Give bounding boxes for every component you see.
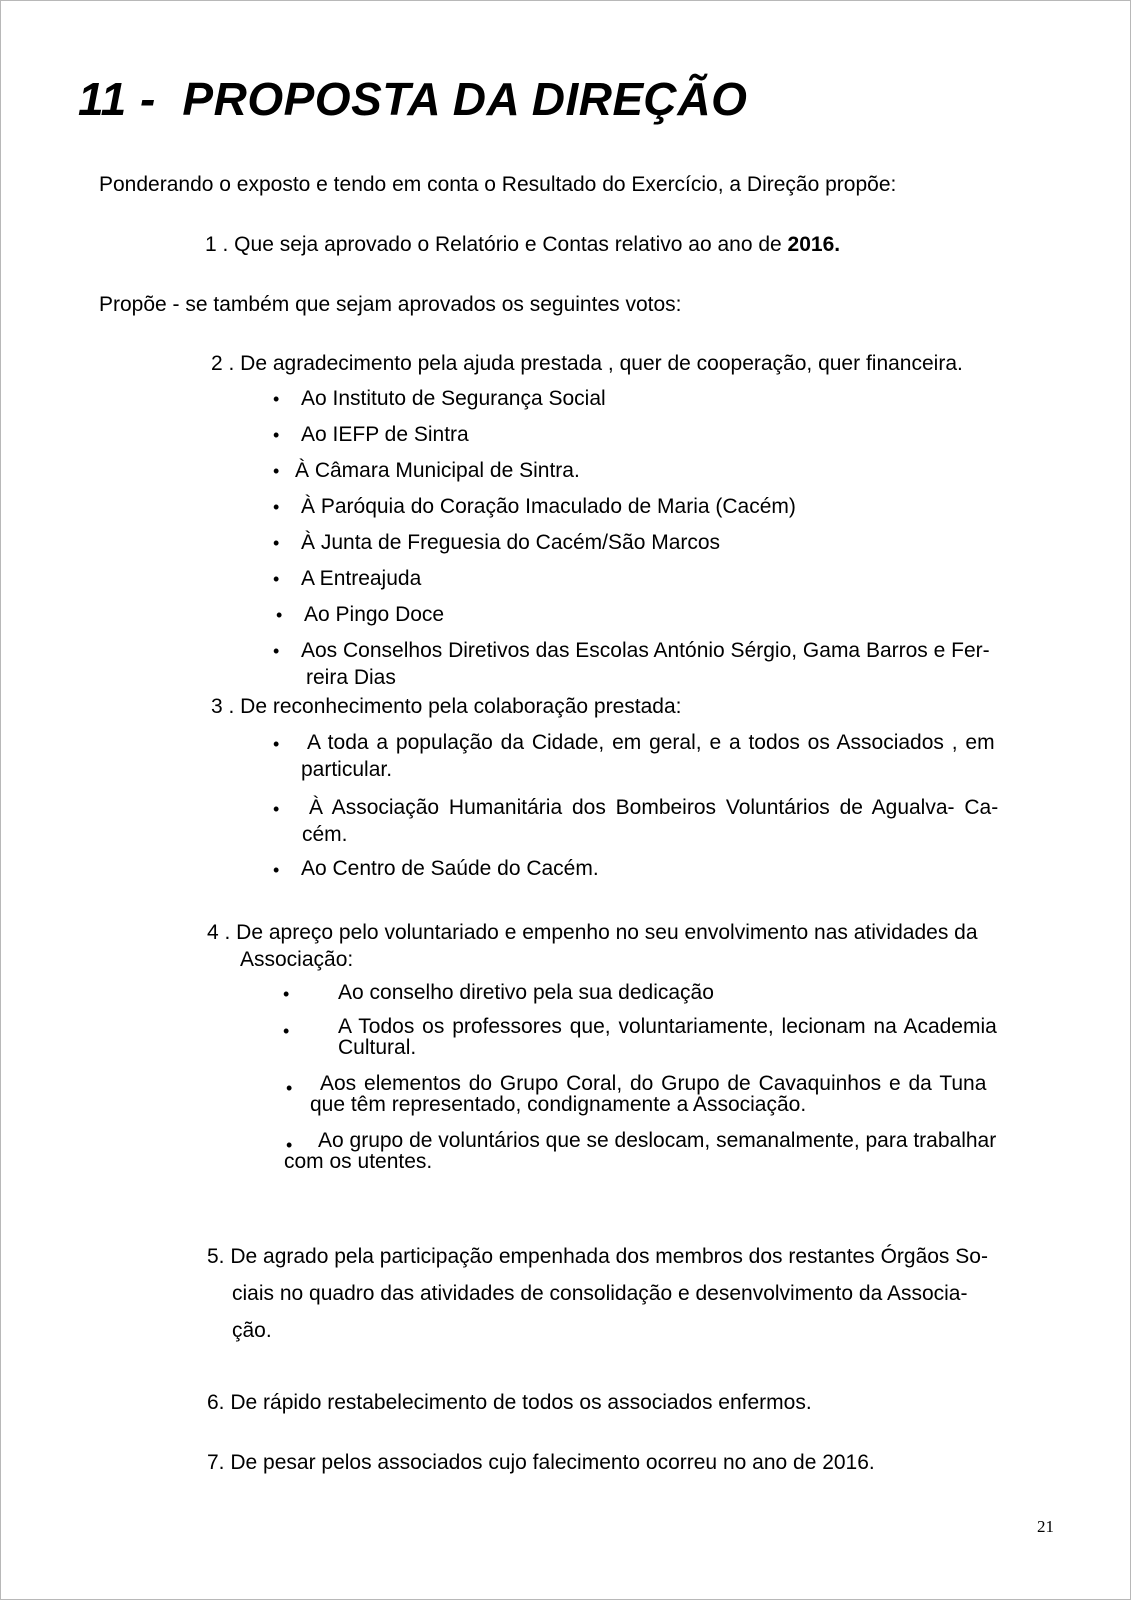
list-item-continuation: que têm representado, condignamente a Associação.	[310, 1093, 807, 1116]
item-5-line-3: ção.	[232, 1319, 272, 1342]
list-item: Ao Instituto de Segurança Social	[301, 387, 606, 410]
item-6: 6. De rápido restabelecimento de todos os associados enfermos.	[207, 1391, 812, 1414]
section-title-text: PROPOSTA DA DIREÇÃO	[182, 73, 748, 125]
list-item-continuation: Cultural.	[338, 1036, 417, 1059]
list-item: Aos Conselhos Diretivos das Escolas António Sérgio, Gama Barros e Fer-	[301, 639, 990, 662]
bullet-icon: •	[283, 1021, 290, 1041]
list-item: À Junta de Freguesia do Cacém/São Marcos	[301, 531, 721, 554]
list-item-continuation: cém.	[302, 823, 348, 846]
bullet-icon: •	[273, 533, 280, 553]
item-1	[205, 232, 840, 257]
votes-intro: Propõe - se também que sejam aprovados os seguintes votos:	[99, 293, 682, 316]
list-item: Ao IEFP de Sintra	[301, 423, 469, 446]
list-item: A Entreajuda	[301, 567, 422, 590]
intro-paragraph: Ponderando o exposto e tendo em conta o Resultado do Exercício, a Direção propõe:	[99, 173, 897, 196]
bullet-icon: •	[273, 734, 280, 754]
list-item: À Paróquia do Coração Imaculado de Maria (Cacém)	[301, 495, 796, 518]
bullet-icon: •	[273, 799, 280, 819]
bullet-icon: •	[273, 497, 280, 517]
list-item: A toda a população da Cidade, em geral, e a todos os Associados , em	[307, 731, 995, 754]
list-item: Aos elementos do Grupo Coral, do Grupo de Cavaquinhos e da Tuna	[320, 1072, 987, 1095]
bullet-icon: •	[273, 389, 280, 409]
list-item: A Todos os professores que, voluntariamente, lecionam na Academia	[338, 1015, 997, 1038]
bullet-icon: •	[283, 984, 290, 1004]
item-4-heading: 4 . De apreço pelo voluntariado e empenho no seu envolvimento nas atividades da	[207, 921, 978, 944]
list-item: Ao grupo de voluntários que se deslocam, semanalmente, para trabalhar	[318, 1129, 997, 1152]
section-number: 11 -	[78, 73, 156, 125]
page-number: 21	[1037, 1517, 1054, 1536]
item-4-heading-continuation: Associação:	[240, 948, 354, 971]
item-7: 7. De pesar pelos associados cujo falecimento ocorreu no ano de 2016.	[207, 1451, 875, 1474]
bullet-icon: •	[273, 641, 280, 661]
section-title	[78, 72, 747, 126]
bullet-icon: •	[276, 605, 283, 625]
item-1-year: 2016.	[787, 233, 841, 256]
list-item: Ao Pingo Doce	[304, 603, 445, 626]
bullet-icon: •	[273, 860, 280, 880]
item-2-heading: 2 . De agradecimento pela ajuda prestada , quer de cooperação, quer financeira.	[211, 352, 963, 375]
item-5-line-1: 5. De agrado pela participação empenhada dos membros dos restantes Órgãos So-	[207, 1245, 988, 1268]
list-item: À Associação Humanitária dos Bombeiros Voluntários de Agualva- Ca-	[309, 796, 999, 819]
item-1-text: 1 . Que seja aprovado o Relatório e Contas relativo ao ano de	[205, 233, 782, 256]
list-item-continuation: reira Dias	[306, 666, 396, 689]
bullet-icon: •	[273, 569, 280, 589]
bullet-icon: •	[273, 461, 280, 481]
list-item: Ao Centro de Saúde do Cacém.	[301, 857, 599, 880]
list-item: Ao conselho diretivo pela sua dedicação	[338, 981, 714, 1004]
list-item-continuation: particular.	[301, 758, 393, 781]
bullet-icon: •	[273, 425, 280, 445]
list-item: À Câmara Municipal de Sintra.	[295, 459, 580, 482]
bullet-icon: •	[286, 1135, 293, 1155]
list-item-continuation: com os utentes.	[284, 1150, 433, 1173]
bullet-icon: •	[286, 1078, 293, 1098]
item-5-line-2: ciais no quadro das atividades de consolidação e desenvolvimento da Associa-	[232, 1282, 968, 1305]
item-3-heading: 3 . De reconhecimento pela colaboração prestada:	[211, 695, 682, 718]
